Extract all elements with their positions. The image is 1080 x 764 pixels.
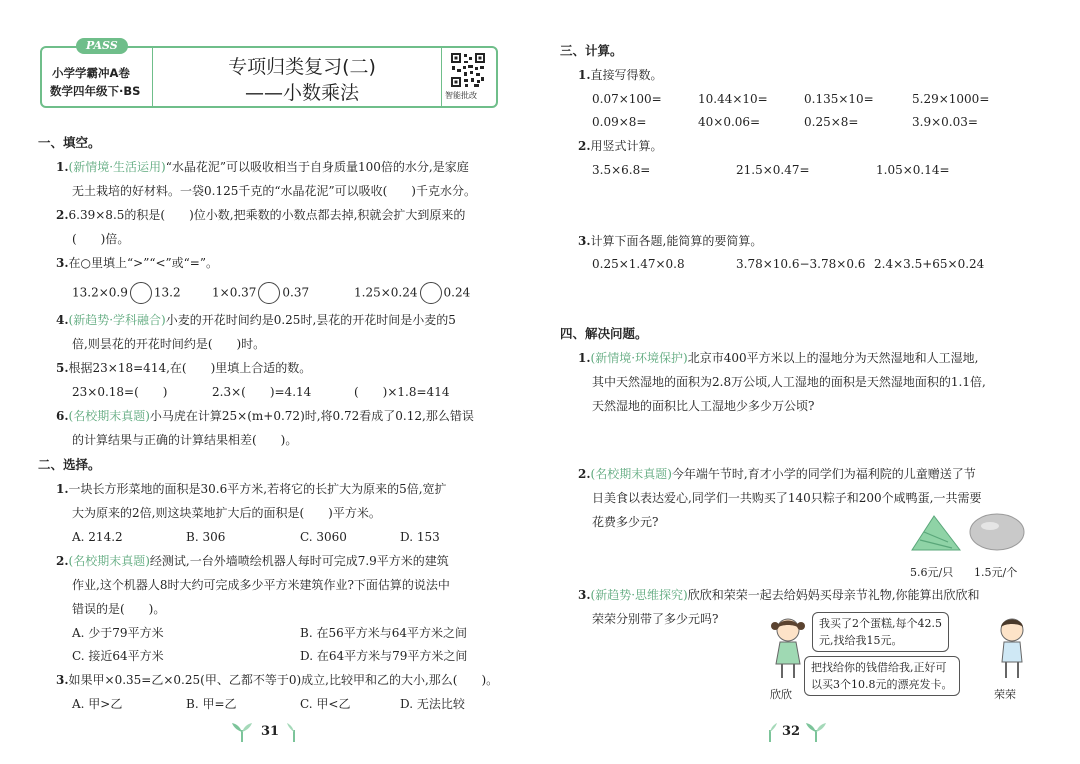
speech-text: 我买了2个蛋糕,每个42.5: [819, 617, 942, 630]
question-text: 计算下面各题,能简算的要简算。: [590, 234, 763, 248]
question-text: 小马虎在计算25×(m+0.72)时,将0.72看成了0.12,那么错误: [149, 409, 474, 423]
question-text: 北京市400平方米以上的湿地分为天然湿地和人工湿地,: [687, 351, 979, 365]
question-text: “水晶花泥”可以吸收相当于自身质量100倍的水分,是家庭: [165, 160, 469, 174]
leaf-ornament-icon: [282, 720, 306, 744]
header-brand-panel: [42, 39, 153, 106]
leaf-ornament-icon: [758, 720, 782, 744]
question-text: 经测试,一台外墙喷绘机器人每时可完成7.9平方米的建筑: [149, 554, 449, 568]
compare-left: 1×0.37: [212, 285, 257, 300]
choice-q1-line1: [56, 481, 447, 497]
choice-q2-line1: [56, 553, 449, 569]
simplify-item: 2.4×3.5+65×0.24: [874, 257, 985, 271]
calc-item: 0.135×10=: [804, 92, 874, 106]
question-tag: (新趋势·学科融合): [68, 313, 166, 327]
question-text: 一块长方形菜地的面积是30.6平方米,若将它的长扩大为原来的5倍,宽扩: [68, 482, 447, 496]
question-number: 4.: [56, 313, 69, 327]
question-number: 2.: [578, 139, 591, 153]
question-number: 3.: [56, 673, 69, 687]
speech-text: 元,找给我15元。: [819, 634, 903, 647]
question-number: 3.: [578, 234, 591, 248]
section-fill-in-title: 一、填空。: [38, 135, 101, 150]
calc-p2-label: [578, 138, 663, 154]
choice-q2-option-c[interactable]: C. 接近64平方米: [72, 649, 164, 663]
fill-q2-line2: ( )倍。: [72, 232, 130, 246]
simplify-item: 3.78×10.6−3.78×0.6: [736, 257, 866, 271]
question-text: 在○里填上“>”“<”或“=”。: [68, 256, 218, 270]
compare-left: 13.2×0.9: [72, 285, 128, 300]
zongzi-icon: [908, 512, 964, 554]
speech-text: 以买3个10.8元的漂亮发卡。: [811, 678, 953, 691]
question-number: 1.: [578, 68, 591, 82]
answer-circle[interactable]: [420, 282, 442, 304]
question-text: 6.39×8.5的积是( )位小数,把乘数的小数点都去掉,积就会扩大到原来的: [68, 208, 466, 222]
zongzi-price: 5.6元/只: [910, 566, 954, 579]
answer-circle[interactable]: [258, 282, 280, 304]
problem-q2-line1: [578, 466, 976, 482]
page-title: 专项归类复习(二): [228, 56, 376, 78]
question-number: 2.: [578, 467, 591, 481]
question-text: 欣欣和荣荣一起去给妈妈买母亲节礼物,你能算出欣欣和: [687, 588, 980, 602]
fill-q5-item-2: 2.3×( )=4.14: [212, 385, 312, 399]
question-text: 小麦的开花时间约是0.25时,昙花的开花时间是小麦的5: [165, 313, 456, 327]
choice-q3-option-c[interactable]: C. 甲<乙: [300, 697, 351, 711]
brand-logo: PASS: [76, 38, 128, 54]
leaf-ornament-icon: [230, 720, 254, 744]
question-number: 2.: [56, 554, 69, 568]
calc-item: 10.44×10=: [698, 92, 768, 106]
choice-q3-line: [56, 672, 498, 688]
question-text: 今年端午节时,育才小学的同学们为福利院的儿童赠送了节: [671, 467, 976, 481]
compare-left: 1.25×0.24: [354, 285, 418, 300]
page-subtitle: ——小数乘法: [244, 82, 359, 104]
calc-p3-label: [578, 233, 762, 249]
question-tag: (新趋势·思维探究): [590, 588, 688, 602]
right-page: [540, 0, 1080, 764]
egg-price: 1.5元/个: [974, 566, 1018, 579]
grade-label: 数学四年级下·BS: [50, 84, 141, 98]
fill-q2-line1: [56, 207, 465, 223]
fill-q1-line1: [56, 159, 469, 175]
compare-right: 0.24: [443, 285, 471, 300]
question-number: 2.: [56, 208, 69, 222]
page-header: [40, 39, 498, 108]
question-number: 1.: [56, 482, 69, 496]
section-calc-title: 三、计算。: [560, 43, 623, 58]
choice-q1-option-b[interactable]: B. 306: [186, 530, 226, 544]
girl-name: 欣欣: [770, 688, 792, 701]
calc-item: 0.09×8=: [592, 115, 647, 129]
problem-q1-line2: 其中天然湿地的面积为2.8万公顷,人工湿地的面积是天然湿地面积的1.1倍,: [592, 375, 986, 389]
qr-code-icon[interactable]: [450, 52, 486, 88]
question-tag: (名校期末真题): [68, 554, 150, 568]
choice-q1-option-c[interactable]: C. 3060: [300, 530, 347, 544]
choice-q2-option-a[interactable]: A. 少于79平方米: [72, 626, 164, 640]
question-tag: (名校期末真题): [68, 409, 150, 423]
problem-q3-line1: [578, 587, 980, 603]
question-tag: (新情境·环境保护): [590, 351, 688, 365]
fill-q5-item-3: ( )×1.8=414: [354, 385, 450, 399]
choice-q1-option-a[interactable]: A. 214.2: [72, 530, 123, 544]
page-number: 32: [782, 724, 801, 739]
question-number: 5.: [56, 361, 69, 375]
choice-q2-line2: 作业,这个机器人8时大约可完成多少平方米建筑作业?下面估算的说法中: [72, 578, 450, 592]
page-number: 31: [261, 724, 280, 739]
problem-q2-line3: 花费多少元?: [592, 515, 659, 529]
boy-name: 荣荣: [994, 688, 1016, 701]
question-number: 1.: [56, 160, 69, 174]
fill-q4-line2: 倍,则昙花的开花时间约是( )时。: [72, 337, 266, 351]
leaf-ornament-icon: [804, 720, 828, 744]
question-number: 3.: [56, 256, 69, 270]
speech-bubble-girl: [812, 612, 949, 652]
vertical-calc-item: 3.5×6.8=: [592, 163, 651, 177]
calc-item: 0.07×100=: [592, 92, 662, 106]
vertical-calc-item: 1.05×0.14=: [876, 163, 950, 177]
speech-bubble-boy: [804, 656, 960, 696]
compare-right: 13.2: [153, 285, 181, 300]
choice-q3-option-b[interactable]: B. 甲=乙: [186, 697, 237, 711]
choice-q3-option-a[interactable]: A. 甲>乙: [72, 697, 123, 711]
fill-q3-line: [56, 255, 218, 271]
question-number: 3.: [578, 588, 591, 602]
compare-item-2: [212, 282, 309, 304]
choice-q3-option-d[interactable]: D. 无法比较: [400, 697, 465, 711]
fill-q4-line1: [56, 312, 456, 328]
question-number: 6.: [56, 409, 69, 423]
salted-egg-icon: [968, 512, 1026, 552]
question-text: 用竖式计算。: [590, 139, 663, 153]
problem-q1-line3: 天然湿地的面积比人工湿地少多少万公顷?: [592, 399, 815, 413]
calc-p1-label: [578, 67, 663, 83]
calc-item: 40×0.06=: [698, 115, 761, 129]
fill-q5-line: [56, 360, 311, 376]
fill-q5-item-1: 23×0.18=( ): [72, 385, 168, 399]
fill-q1-line2: 无土栽培的好材料。一袋0.125千克的“水晶花泥”可以吸收( )千克水分。: [72, 184, 476, 198]
problem-q3-line2: 荣荣分别带了多少元吗?: [592, 612, 719, 626]
question-text: 根据23×18=414,在( )里填上合适的数。: [68, 361, 312, 375]
speech-text: 把找给你的钱借给我,正好可: [811, 661, 947, 674]
compare-item-1: [72, 282, 181, 304]
vertical-calc-item: 21.5×0.47=: [736, 163, 810, 177]
calc-item: 3.9×0.03=: [912, 115, 978, 129]
compare-item-3: [354, 282, 470, 304]
question-number: 1.: [578, 351, 591, 365]
simplify-item: 0.25×1.47×0.8: [592, 257, 685, 271]
choice-q2-option-b[interactable]: B. 在56平方米与64平方米之间: [300, 626, 467, 640]
choice-q1-option-d[interactable]: D. 153: [400, 530, 440, 544]
choice-q1-line2: 大为原来的2倍,则这块菜地扩大后的面积是( )平方米。: [72, 506, 381, 520]
choice-q2-option-d[interactable]: D. 在64平方米与79平方米之间: [300, 649, 468, 663]
section-problems-title: 四、解决问题。: [560, 326, 648, 341]
compare-right: 0.37: [282, 285, 310, 300]
series-name: 小学学霸冲A卷: [52, 66, 130, 80]
question-tag: (名校期末真题): [590, 467, 672, 481]
qr-panel: [441, 48, 496, 106]
question-text: 如果甲×0.35=乙×0.25(甲、乙都不等于0)成立,比较甲和乙的大小,那么( )。: [68, 673, 499, 687]
answer-circle[interactable]: [130, 282, 152, 304]
fill-q6-line1: [56, 408, 474, 424]
choice-q2-line3: 错误的是( )。: [72, 602, 166, 616]
boy-rongrong-icon: [992, 614, 1032, 682]
problem-q2-line2: 日美食以表达爱心,同学们一共购买了140只粽子和200个咸鸭蛋,一共需要: [592, 491, 982, 505]
problem-q1-line1: [578, 350, 978, 366]
qr-label: 智能批改: [445, 91, 477, 100]
calc-item: 5.29×1000=: [912, 92, 990, 106]
question-text: 直接写得数。: [590, 68, 663, 82]
calc-item: 0.25×8=: [804, 115, 859, 129]
fill-q6-line2: 的计算结果与正确的计算结果相差( )。: [72, 433, 298, 447]
section-choice-title: 二、选择。: [38, 457, 101, 472]
question-tag: (新情境·生活运用): [68, 160, 166, 174]
